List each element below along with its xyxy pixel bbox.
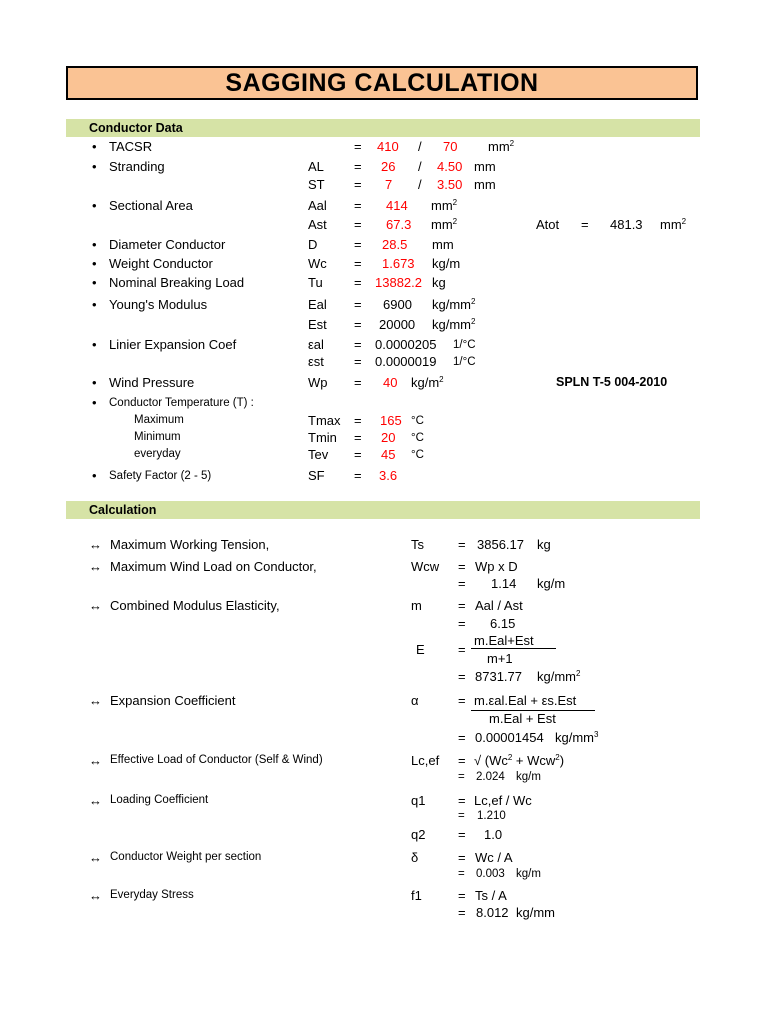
arrow-icon: ↔ — [89, 850, 102, 865]
equals-sign: = — [354, 198, 362, 213]
young-label: Young's Modulus — [109, 297, 208, 312]
lcef-unit: kg/m — [516, 771, 541, 783]
q1-symbol: q1 — [411, 793, 426, 808]
conductor-data-header — [66, 119, 700, 137]
young-eal-symbol: Eal — [308, 297, 327, 312]
tacsr-label: TACSR — [109, 139, 153, 154]
slash: / — [418, 159, 422, 174]
equals-sign: = — [458, 642, 466, 657]
sf-label: Safety Factor (2 - 5) — [109, 470, 212, 482]
temp-everyday-label: everyday — [134, 448, 181, 460]
delta-label: Conductor Weight per section — [110, 851, 262, 863]
equals-sign: = — [458, 905, 466, 920]
equals-sign: = — [354, 447, 362, 462]
stranding-st-diameter: 3.50 — [437, 177, 463, 192]
f1-expression: Ts / A — [475, 888, 507, 903]
temp-max-label: Maximum — [134, 414, 184, 426]
temp-everyday-symbol: Tev — [308, 447, 329, 462]
equals-sign: = — [354, 375, 362, 390]
stranding-al-symbol: AL — [308, 159, 324, 174]
temp-label: Conductor Temperature (T) : — [109, 397, 254, 409]
wind-symbol: Wp — [308, 375, 328, 390]
equals-sign: = — [458, 537, 466, 552]
temp-max-symbol: Tmax — [308, 413, 341, 428]
bullet: • — [92, 198, 97, 213]
lcef-label: Effective Load of Conductor (Self & Wind) — [110, 754, 323, 766]
page-title-box — [66, 66, 698, 100]
tacsr-value-st: 70 — [443, 139, 458, 154]
modulus-label: Combined Modulus Elasticity, — [110, 598, 280, 613]
q2-value: 1.0 — [484, 827, 503, 842]
area-ast-value: 67.3 — [386, 217, 412, 232]
delta-unit: kg/m — [516, 868, 541, 880]
slash: / — [418, 177, 422, 192]
diameter-symbol: D — [308, 237, 318, 252]
equals-sign: = — [354, 413, 362, 428]
weight-value: 1.673 — [382, 256, 415, 271]
expansion-eal-symbol: εal — [308, 337, 324, 352]
weight-symbol: Wc — [308, 256, 327, 271]
young-eal-value: 6900 — [383, 297, 412, 312]
arrow-icon: ↔ — [89, 888, 102, 903]
equals-sign: = — [458, 771, 465, 783]
bullet: • — [92, 159, 97, 174]
area-atot-symbol: Atot — [536, 217, 560, 232]
f1-value: 8.012 — [476, 905, 509, 920]
m-symbol: m — [411, 598, 422, 613]
equals-sign: = — [458, 827, 466, 842]
equals-sign: = — [458, 793, 466, 808]
wind-label: Wind Pressure — [109, 375, 195, 390]
wcw-symbol: Wcw — [411, 559, 440, 574]
delta-expression: Wc / A — [475, 850, 513, 865]
bullet: • — [92, 256, 97, 271]
expansion-eal-unit: 1/°C — [453, 339, 476, 351]
nbl-unit: kg — [432, 275, 446, 290]
wcw-label: Maximum Wind Load on Conductor, — [110, 559, 317, 574]
area-atot-value: 481.3 — [610, 217, 643, 232]
equals-sign: = — [354, 159, 362, 174]
diameter-label: Diameter Conductor — [109, 237, 226, 252]
conductor-data-title: Conductor Data — [89, 121, 183, 135]
equals-sign: = — [458, 730, 466, 745]
stranding-al-diameter: 4.50 — [437, 159, 463, 174]
equals-sign: = — [354, 354, 362, 369]
diameter-value: 28.5 — [382, 237, 408, 252]
temp-max-value: 165 — [380, 413, 402, 428]
alpha-unit: $kg/mm^3$ — [555, 730, 599, 745]
equals-sign: = — [354, 139, 362, 154]
area-aal-unit: $mm^2$ — [431, 198, 458, 213]
equals-sign: = — [354, 177, 362, 192]
ts-unit: kg — [537, 537, 551, 552]
loading-label: Loading Coefficient — [110, 794, 209, 806]
temp-max-unit: °C — [411, 415, 424, 427]
temp-min-symbol: Tmin — [308, 430, 337, 445]
bullet: • — [92, 237, 97, 252]
bullet: • — [92, 297, 97, 312]
equals-sign: = — [354, 237, 362, 252]
f1-unit: kg/mm — [516, 905, 555, 920]
calculation-header — [66, 501, 700, 519]
e-value: 8731.77 — [475, 669, 522, 684]
ts-value: 3856.17 — [477, 537, 524, 552]
equals-sign: = — [354, 468, 362, 483]
stranding-st-unit: mm — [474, 177, 496, 192]
lcef-symbol: Lc,ef — [411, 753, 440, 768]
calculation-title: Calculation — [89, 503, 157, 517]
q1-value: 1.210 — [477, 810, 506, 822]
equals-sign: = — [458, 598, 466, 613]
ts-symbol: Ts — [411, 537, 424, 552]
bullet: • — [92, 375, 97, 390]
equals-sign: = — [354, 275, 362, 290]
temp-min-unit: °C — [411, 432, 424, 444]
weight-unit: kg/m — [432, 256, 461, 271]
tacsr-value-al: 410 — [377, 139, 399, 154]
wind-standard-ref: SPLN T-5 004-2010 — [556, 375, 668, 389]
tacsr-unit: $mm^2$ — [488, 139, 515, 154]
m-expression: Aal / Ast — [475, 598, 523, 613]
alpha-numerator: m.εal.Eal + εs.Est — [474, 693, 577, 708]
e-unit: $kg/mm^2$ — [537, 669, 581, 684]
arrow-icon: ↔ — [89, 559, 102, 574]
bullet: • — [92, 395, 97, 410]
young-eal-unit: $kg/mm^2$ — [432, 297, 476, 312]
page-title: SAGGING CALCULATION — [225, 68, 539, 97]
stranding-st-symbol: ST — [308, 177, 325, 192]
area-ast-symbol: Ast — [308, 217, 327, 232]
equals-sign: = — [458, 669, 466, 684]
area-aal-symbol: Aal — [308, 198, 327, 213]
stranding-al-count: 26 — [381, 159, 396, 174]
expansion-est-value: 0.0000019 — [375, 354, 437, 369]
temp-everyday-unit: °C — [411, 449, 424, 461]
temp-min-label: Minimum — [134, 431, 181, 443]
weight-label: Weight Conductor — [109, 256, 213, 271]
m-value: 6.15 — [490, 616, 516, 631]
sectional-area-label: Sectional Area — [109, 198, 193, 213]
arrow-icon: ↔ — [89, 753, 102, 768]
expansion-est-unit: 1/°C — [453, 356, 476, 368]
equals-sign: = — [354, 430, 362, 445]
equals-sign: = — [581, 217, 589, 232]
bullet: • — [92, 337, 97, 352]
sf-value: 3.6 — [379, 468, 398, 483]
nbl-label: Nominal Breaking Load — [109, 275, 245, 290]
f1-label: Everyday Stress — [110, 889, 194, 901]
lcef-expression: √ $(Wc^2 + Wcw^2)$ — [474, 753, 565, 768]
nbl-value: 13882.2 — [375, 275, 422, 290]
diameter-unit: mm — [432, 237, 454, 252]
stranding-label: Stranding — [109, 159, 165, 174]
wcw-unit: kg/m — [537, 576, 566, 591]
alpha-value: 0.00001454 — [475, 730, 544, 745]
equals-sign: = — [458, 616, 466, 631]
lcef-value: 2.024 — [476, 771, 505, 783]
equals-sign: = — [458, 850, 466, 865]
stranding-st-count: 7 — [385, 177, 393, 192]
young-est-symbol: Est — [308, 317, 327, 332]
young-est-unit: $kg/mm^2$ — [432, 317, 476, 332]
slash: / — [418, 139, 422, 154]
alpha-label: Expansion Coefficient — [110, 693, 236, 708]
bullet: • — [92, 275, 97, 290]
equals-sign: = — [458, 888, 466, 903]
equals-sign: = — [458, 693, 466, 708]
expansion-est-symbol: εst — [308, 354, 324, 369]
arrow-icon: ↔ — [89, 693, 102, 708]
temp-everyday-value: 45 — [381, 447, 396, 462]
nbl-symbol: Tu — [308, 275, 323, 290]
arrow-icon: ↔ — [89, 598, 102, 613]
e-fraction-line — [471, 648, 556, 649]
wcw-expression: Wp x D — [475, 559, 518, 574]
area-ast-unit: $mm^2$ — [431, 217, 458, 232]
equals-sign: = — [458, 559, 466, 574]
ts-label: Maximum Working Tension, — [110, 537, 270, 552]
equals-sign: = — [458, 868, 465, 880]
equals-sign: = — [458, 576, 466, 591]
alpha-denominator: m.Eal + Est — [489, 711, 556, 726]
delta-value: 0.003 — [476, 868, 505, 880]
sf-symbol: SF — [308, 468, 325, 483]
expansion-label: Linier Expansion Coef — [109, 337, 237, 352]
f1-symbol: f1 — [411, 888, 422, 903]
e-denominator: m+1 — [487, 651, 513, 666]
equals-sign: = — [458, 753, 466, 768]
area-atot-unit: $mm^2$ — [660, 217, 687, 232]
bullet: • — [92, 468, 97, 483]
young-est-value: 20000 — [379, 317, 416, 332]
equals-sign: = — [354, 297, 362, 312]
wind-value: 40 — [383, 375, 398, 390]
e-numerator: m.Eal+Est — [474, 633, 534, 648]
arrow-icon: ↔ — [89, 793, 102, 808]
equals-sign: = — [354, 317, 362, 332]
equals-sign: = — [458, 810, 465, 822]
alpha-symbol: α — [411, 693, 419, 708]
q2-symbol: q2 — [411, 827, 426, 842]
bullet: • — [92, 139, 97, 154]
area-aal-value: 414 — [386, 198, 408, 213]
delta-symbol: δ — [411, 850, 419, 865]
arrow-icon: ↔ — [89, 537, 102, 552]
equals-sign: = — [354, 337, 362, 352]
q1-expression: Lc,ef / Wc — [474, 793, 532, 808]
stranding-al-unit: mm — [474, 159, 496, 174]
expansion-eal-value: 0.0000205 — [375, 337, 437, 352]
temp-min-value: 20 — [381, 430, 396, 445]
equals-sign: = — [354, 256, 362, 271]
wcw-value: 1.14 — [491, 576, 517, 591]
equals-sign: = — [354, 217, 362, 232]
e-symbol: E — [416, 642, 425, 657]
wind-unit: $kg/m^2$ — [411, 375, 444, 390]
